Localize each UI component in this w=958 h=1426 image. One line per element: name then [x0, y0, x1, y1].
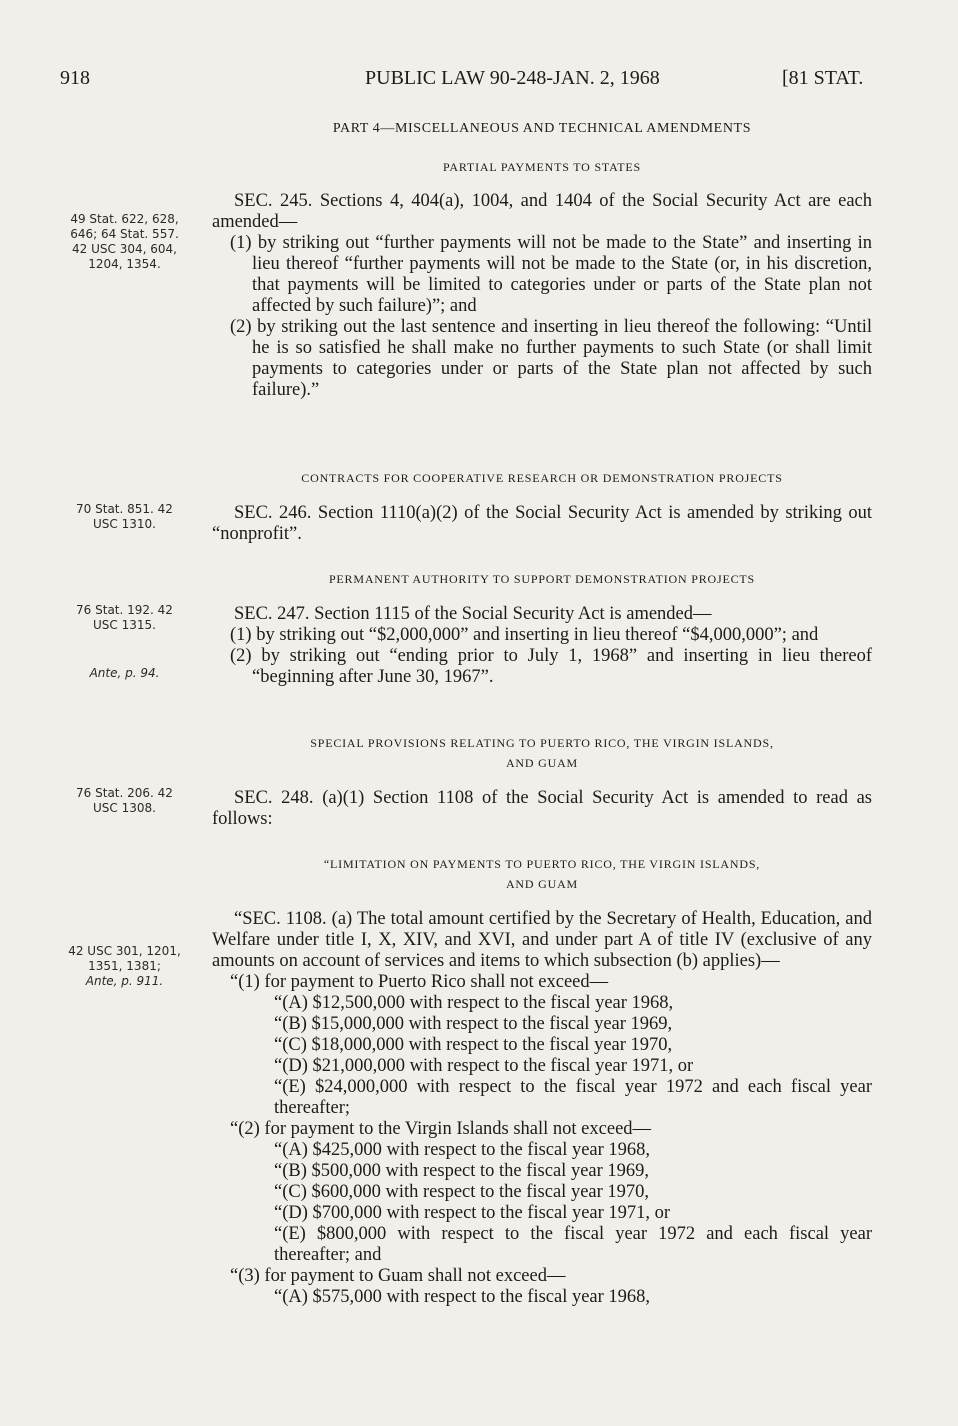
- statute-reference: [81 STAT.: [782, 67, 864, 89]
- limitation-heading-line2: AND GUAM: [505, 877, 579, 891]
- virgin-islands-intro: “(2) for payment to the Virgin Islands shall not exceed—: [230, 1119, 652, 1139]
- margin-note-1108: 42 USC 301, 1201, 1351, 1381;: [68, 944, 181, 973]
- margin-note-245: 49 Stat. 622, 628, 646; 64 Stat. 557. 42 USC 304, 604, 1204, 1354.: [70, 212, 179, 271]
- section-1108-paragraph: “SEC. 1108. (a) The total amount certified by the Secretary of Health, Education, and Welfare under title I, X, XIV, and XVI, and under part A of title IV (exclusive of any amounts on account of services and items to which subsection (b) applies)—: [212, 909, 872, 971]
- virgin-islands-item: “(B) $500,000 with respect to the fiscal year 1969,: [274, 1161, 650, 1181]
- section-246-body: [212, 503, 872, 545]
- section-heading-245: PARTIAL PAYMENTS TO STATES: [443, 160, 641, 174]
- virgin-islands-item: “(A) $425,000 with respect to the fiscal year 1968,: [274, 1140, 651, 1160]
- section-246-text: SEC. 246. Section 1110(a)(2) of the Social Security Act is amended by striking out “nonprofit”.: [212, 503, 872, 544]
- section-1108-body: [212, 909, 872, 1308]
- puerto-rico-item: “(E) $24,000,000 with respect to the fiscal year 1972 and each fiscal year thereafter;: [274, 1077, 872, 1118]
- section-245-body: [212, 191, 872, 401]
- section-245-item-1: (1) by striking out “further payments will not be made to the State” and inserting in lieu thereof “further payments will not be made to the State (or, in his discretion, that payments will be limited to categories under or parts of the State plan not affected by such failure)”; and: [230, 233, 872, 316]
- puerto-rico-item: “(C) $18,000,000 with respect to the fiscal year 1970,: [274, 1035, 673, 1055]
- running-title: PUBLIC LAW 90-248-JAN. 2, 1968: [365, 67, 660, 89]
- section-heading-248-line2: AND GUAM: [505, 756, 579, 770]
- margin-note-246: 70 Stat. 851. 42 USC 1310.: [76, 502, 173, 531]
- section-247-item-1: (1) by striking out “$2,000,000” and inserting in lieu thereof “$4,000,000”; and: [230, 625, 819, 645]
- virgin-islands-item: “(C) $600,000 with respect to the fiscal year 1970,: [274, 1182, 650, 1202]
- section-247-intro: SEC. 247. Section 1115 of the Social Security Act is amended—: [234, 604, 712, 624]
- margin-note-247: 76 Stat. 192. 42 USC 1315.: [76, 603, 173, 632]
- section-heading-247: PERMANENT AUTHORITY TO SUPPORT DEMONSTRATION PROJECTS: [328, 572, 756, 586]
- section-247-body: [212, 604, 872, 688]
- section-heading-246: CONTRACTS FOR COOPERATIVE RESEARCH OR DEMONSTRATION PROJECTS: [301, 471, 783, 485]
- margin-note-248: 76 Stat. 206. 42 USC 1308.: [76, 786, 173, 815]
- section-248-intro-block: [212, 788, 872, 830]
- limitation-heading-line1: “LIMITATION ON PAYMENTS TO PUERTO RICO, THE VIRGIN ISLANDS,: [323, 857, 761, 871]
- section-247-item-2: (2) by striking out “ending prior to July 1, 1968” and inserting in lieu thereof “beginning after June 30, 1967”.: [230, 646, 872, 687]
- margin-note-1108-ante: Ante, p. 911.: [85, 974, 164, 988]
- guam-item: “(A) $575,000 with respect to the fiscal year 1968,: [274, 1287, 651, 1307]
- section-248-intro: SEC. 248. (a)(1) Section 1108 of the Social Security Act is amended to read as follows:: [212, 788, 872, 829]
- section-245-intro: SEC. 245. Sections 4, 404(a), 1004, and 1404 of the Social Security Act are each amended—: [212, 191, 872, 232]
- margin-note-247-ante: Ante, p. 94.: [89, 666, 160, 680]
- puerto-rico-item: “(B) $15,000,000 with respect to the fiscal year 1969,: [274, 1014, 673, 1034]
- section-heading-248-line1: SPECIAL PROVISIONS RELATING TO PUERTO RICO, THE VIRGIN ISLANDS,: [310, 736, 774, 750]
- virgin-islands-item: “(D) $700,000 with respect to the fiscal year 1971, or: [274, 1203, 671, 1223]
- part-title: PART 4—MISCELLANEOUS AND TECHNICAL AMENDMENTS: [332, 121, 752, 136]
- page-number: 918: [60, 67, 90, 89]
- guam-intro: “(3) for payment to Guam shall not exceed—: [230, 1266, 566, 1286]
- puerto-rico-item: “(A) $12,500,000 with respect to the fiscal year 1968,: [274, 993, 674, 1013]
- puerto-rico-item: “(D) $21,000,000 with respect to the fiscal year 1971, or: [274, 1056, 694, 1076]
- virgin-islands-item: “(E) $800,000 with respect to the fiscal year 1972 and each fiscal year thereafter; and: [274, 1224, 872, 1265]
- section-245-item-2: (2) by striking out the last sentence and inserting in lieu thereof the following: “Until he is so satisfied he shall make no further payments to such State (or shall limit payments to categories under or parts of the State plan not affected by such failure).”: [230, 317, 872, 400]
- puerto-rico-intro: “(1) for payment to Puerto Rico shall not exceed—: [230, 972, 609, 992]
